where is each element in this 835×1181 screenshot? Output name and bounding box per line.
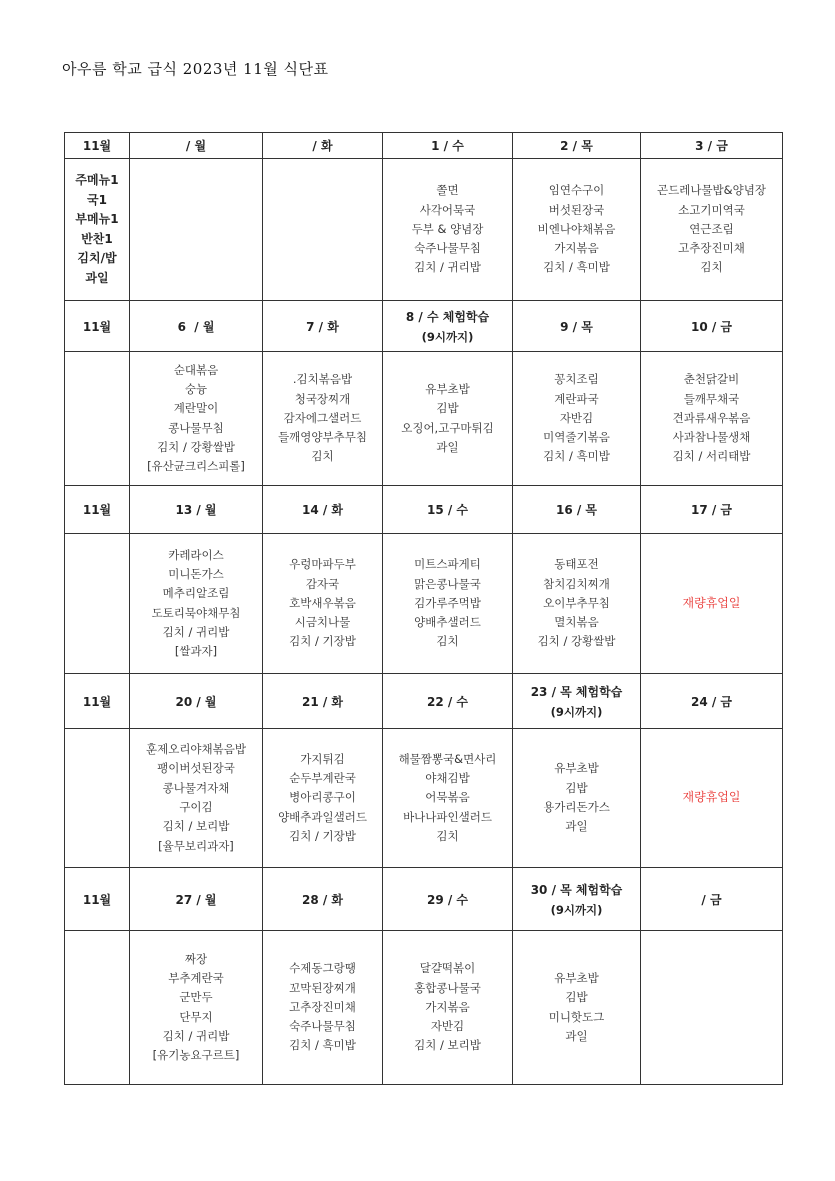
menu-item: 사과참나물생채 <box>672 430 751 445</box>
menu-item: 호박새우볶음 <box>289 595 356 610</box>
day-menu-cell <box>641 931 783 1085</box>
menu-item: [유산균크리스피롤] <box>147 459 245 474</box>
week-menu-row <box>65 729 783 868</box>
day-menu-cell <box>383 352 513 486</box>
menu-item: 김치 / 흑미밥 <box>289 1038 356 1053</box>
day-menu-cell <box>130 159 263 301</box>
row-labels-cell <box>65 931 130 1085</box>
day-header <box>263 868 383 931</box>
menu-item: 미니핫도그 <box>548 1009 605 1024</box>
menu-item: 부추계란국 <box>168 970 224 985</box>
menu-item: 가지볶음 <box>425 999 470 1014</box>
day-menu-cell <box>513 352 641 486</box>
menu-item: 김치 / 흑미밥 <box>543 449 610 464</box>
menu-item: 야채김밥 <box>425 771 470 786</box>
day-menu-cell <box>130 931 263 1085</box>
menu-item: 김치 / 귀리밥 <box>162 624 230 639</box>
month-label: 11월 <box>65 868 130 931</box>
row-labels-cell <box>65 729 130 868</box>
menu-item: 과일 <box>565 1028 588 1043</box>
menu-item: 유부초밥 <box>425 381 470 396</box>
menu-item: 오징어,고구마튀김 <box>401 420 494 435</box>
menu-item: 김치 <box>436 828 459 843</box>
menu-item: 계란파국 <box>554 391 599 406</box>
day-date-label: 20 / 월 <box>175 694 217 709</box>
day-header <box>383 486 513 534</box>
menu-item: 김치 <box>700 260 723 275</box>
menu-item: 들깨영양부추무침 <box>278 430 367 445</box>
menu-item: 숙주나물무침 <box>414 241 481 256</box>
menu-item: 김치 / 강황쌀밥 <box>157 439 235 454</box>
menu-item: 두부 & 양념장 <box>411 221 484 236</box>
day-header <box>383 133 513 159</box>
day-date-label: 17 / 금 <box>690 503 733 517</box>
day-header <box>383 301 513 352</box>
menu-item: 동태포전 <box>554 557 599 572</box>
day-header <box>263 486 383 534</box>
menu-item: .김치볶음밥 <box>292 372 353 387</box>
day-menu-cell <box>383 729 513 868</box>
row-label: 국1 <box>87 192 107 207</box>
menu-item: 해물짬뽕국&면사리 <box>398 751 497 766</box>
day-header <box>130 301 263 352</box>
day-header <box>641 868 783 931</box>
day-header <box>383 868 513 931</box>
day-header <box>263 674 383 729</box>
menu-item: 메추리알조림 <box>162 586 230 601</box>
menu-item: 김치 / 강황쌀밥 <box>537 634 616 649</box>
menu-item: 오이부추무침 <box>543 595 610 610</box>
day-menu-cell <box>383 931 513 1085</box>
month-label: 11월 <box>65 133 130 159</box>
day-date-label: 27 / 월 <box>175 892 217 907</box>
menu-item: 김치 / 보리밥 <box>414 1038 481 1053</box>
day-header <box>130 486 263 534</box>
menu-item: 훈제오리야채볶음밥 <box>146 742 246 757</box>
week-header-row <box>65 133 783 159</box>
day-menu-cell <box>641 729 783 868</box>
menu-item: 김치 / 귀리밥 <box>414 260 481 275</box>
menu-item: 구이김 <box>179 800 213 814</box>
menu-item: 김치 / 기장밥 <box>289 634 356 649</box>
day-menu-cell <box>513 931 641 1085</box>
day-date-label: / 화 <box>312 139 333 153</box>
menu-item: 양배추과일샐러드 <box>278 809 367 824</box>
menu-item: 팽이버섯된장국 <box>157 761 235 776</box>
day-date-label: 28 / 화 <box>301 892 344 907</box>
menu-item: 바나나파인샐러드 <box>403 809 492 824</box>
menu-item: 과일 <box>436 439 459 454</box>
day-menu-cell <box>641 534 783 674</box>
day-date-label: 22 / 수 <box>426 694 469 709</box>
row-labels-cell <box>65 534 130 674</box>
menu-item: 우렁마파두부 <box>289 557 356 572</box>
day-date-label: 3 / 금 <box>695 139 728 153</box>
menu-item: 소고기미역국 <box>678 202 745 217</box>
day-date-label: 29 / 수 <box>426 892 469 907</box>
menu-item: 홍합콩나물국 <box>414 980 481 995</box>
day-date-label: 21 / 화 <box>301 694 344 709</box>
menu-item: 김치 <box>436 634 459 649</box>
menu-item: 김밥 <box>565 780 588 795</box>
row-label: 주메뉴1 <box>75 173 119 187</box>
menu-item: 감자국 <box>305 576 340 591</box>
menu-item: [쌀과자] <box>174 644 218 659</box>
day-menu-cell <box>263 159 383 301</box>
menu-item: [유기농요구르트] <box>152 1048 240 1063</box>
menu-item: 김밥 <box>436 401 459 416</box>
day-header <box>263 133 383 159</box>
day-header <box>641 301 783 352</box>
menu-item: 가지볶음 <box>554 241 599 256</box>
menu-item: 춘천닭갈비 <box>683 372 740 387</box>
day-header <box>130 868 263 931</box>
menu-item: 들깨무채국 <box>683 391 740 406</box>
menu-item: 견과류새우볶음 <box>672 410 751 425</box>
menu-item: 멸치볶음 <box>554 615 599 630</box>
day-date-label: 14 / 화 <box>301 503 344 517</box>
menu-item: 임연수구이 <box>548 183 605 198</box>
holiday-label: 재량휴업일 <box>682 595 741 610</box>
day-header <box>641 486 783 534</box>
menu-item: 콩나물겨자채 <box>162 780 230 795</box>
menu-item: [율무보리과자] <box>158 838 234 853</box>
row-labels-cell <box>65 352 130 486</box>
menu-item: 순대볶음 <box>173 362 219 377</box>
menu-item: 감자에그샐러드 <box>283 410 362 425</box>
row-label: 과일 <box>85 270 109 285</box>
day-date-label: 8 / 수 체험학습 <box>405 309 490 324</box>
menu-item: 카레라이스 <box>168 547 224 562</box>
menu-item: 도토리묵야채무침 <box>151 605 241 620</box>
day-date-label: 16 / 목 <box>555 503 598 517</box>
day-menu-cell <box>130 729 263 868</box>
day-date-label: 24 / 금 <box>690 694 733 709</box>
menu-item: 계란말이 <box>173 401 219 416</box>
menu-item: 연근조림 <box>689 221 734 236</box>
day-menu-cell <box>513 534 641 674</box>
menu-item: 김가루주먹밥 <box>414 595 481 610</box>
row-label: 김치/밥 <box>77 251 117 265</box>
day-date-label: 10 / 금 <box>690 319 733 334</box>
month-label: 11월 <box>65 674 130 729</box>
menu-item: 꼬막된장찌개 <box>289 980 356 995</box>
menu-item: 사각어묵국 <box>419 202 476 217</box>
menu-item: 김치 <box>311 449 334 464</box>
menu-item: 김치 / 흑미밥 <box>543 260 610 275</box>
day-menu-cell <box>383 159 513 301</box>
menu-item: 과일 <box>565 819 588 834</box>
menu-item: 버섯된장국 <box>548 202 605 217</box>
menu-item: 김치 / 보리밥 <box>162 819 230 834</box>
menu-item: 참치김치찌개 <box>543 576 610 591</box>
menu-item: 가지튀김 <box>300 751 345 766</box>
day-header <box>383 674 513 729</box>
day-header <box>513 674 641 729</box>
menu-item: 자반김 <box>559 410 594 425</box>
menu-item: 병아리콩구이 <box>289 790 356 805</box>
day-date-label: 15 / 수 <box>426 503 469 517</box>
day-note: (9시까지) <box>550 902 603 917</box>
menu-item: 어묵볶음 <box>425 790 470 805</box>
menu-item: 미니돈가스 <box>168 566 224 581</box>
day-menu-cell <box>130 534 263 674</box>
menu-item: 짜장 <box>184 951 208 966</box>
day-date-label: 30 / 목 체험학습 <box>530 882 623 897</box>
day-menu-cell <box>513 159 641 301</box>
holiday-label: 재량휴업일 <box>682 790 741 805</box>
day-date-label: / 금 <box>701 892 722 907</box>
day-menu-cell <box>383 534 513 674</box>
menu-item: 양배추샐러드 <box>414 615 481 630</box>
menu-item: 고추장진미채 <box>678 241 745 256</box>
week-header-row <box>65 674 783 729</box>
week-menu-row <box>65 159 783 301</box>
day-menu-cell <box>641 352 783 486</box>
row-label: 반찬1 <box>81 231 113 246</box>
day-menu-cell <box>130 352 263 486</box>
menu-item: 수제동그랑땡 <box>289 961 356 976</box>
menu-item: 미역줄기볶음 <box>543 430 610 445</box>
day-menu-cell <box>263 534 383 674</box>
day-header <box>513 133 641 159</box>
menu-item: 유부초밥 <box>554 970 599 985</box>
menu-item: 김치 / 기장밥 <box>289 828 356 843</box>
menu-item: 유부초밥 <box>554 761 599 776</box>
menu-item: 순두부계란국 <box>289 771 356 786</box>
week-menu-row <box>65 931 783 1085</box>
week-header-row <box>65 486 783 534</box>
month-label: 11월 <box>65 301 130 352</box>
day-header <box>130 674 263 729</box>
day-header <box>513 868 641 931</box>
day-note: (9시까지) <box>550 704 603 719</box>
menu-item: 시금치나물 <box>294 615 351 630</box>
menu-item: 콩나물무침 <box>168 420 224 435</box>
day-date-label: 13 / 월 <box>175 503 217 517</box>
row-labels-cell <box>65 159 130 301</box>
menu-item: 자반김 <box>430 1019 465 1034</box>
menu-item: 숭늉 <box>184 381 208 396</box>
day-header <box>641 674 783 729</box>
menu-item: 맑은콩나물국 <box>414 576 481 591</box>
day-date-label: 23 / 목 체험학습 <box>530 684 623 699</box>
day-menu-cell <box>641 159 783 301</box>
menu-item: 김치 / 서리태밥 <box>672 449 751 464</box>
week-header-row <box>65 301 783 352</box>
menu-item: 김밥 <box>565 990 588 1005</box>
day-header <box>513 486 641 534</box>
menu-item: 비엔나야채볶음 <box>537 221 616 236</box>
day-header <box>641 133 783 159</box>
page-title: 아우름 학교 급식 2023년 11월 식단표 <box>62 60 329 78</box>
day-menu-cell <box>513 729 641 868</box>
day-menu-cell <box>263 352 383 486</box>
meal-calendar-table <box>64 132 783 1085</box>
day-date-label: 9 / 목 <box>560 319 593 334</box>
menu-item: 고추장진미채 <box>289 999 356 1014</box>
menu-item: 단무지 <box>179 1009 213 1024</box>
menu-item: 미트스파게티 <box>414 557 481 572</box>
day-header <box>513 301 641 352</box>
week-menu-row <box>65 352 783 486</box>
day-note: (9시까지) <box>421 329 474 344</box>
day-date-label: 1 / 수 <box>431 139 464 153</box>
menu-item: 용가리돈가스 <box>543 800 610 814</box>
menu-item: 김치 / 귀리밥 <box>162 1028 230 1043</box>
day-menu-cell <box>263 931 383 1085</box>
menu-item: 꽁치조림 <box>554 372 599 387</box>
day-date-label: 7 / 화 <box>306 319 339 334</box>
menu-item: 쫄면 <box>436 183 459 198</box>
menu-item: 숙주나물무침 <box>289 1019 356 1034</box>
menu-item: 달걀떡볶이 <box>419 961 476 976</box>
week-menu-row <box>65 534 783 674</box>
week-header-row <box>65 868 783 931</box>
day-header <box>130 133 263 159</box>
menu-item: 청국장찌개 <box>294 391 351 406</box>
menu-item: 군만두 <box>179 990 213 1005</box>
day-date-label: 6 / 월 <box>177 319 215 334</box>
row-label: 부메뉴1 <box>75 212 119 226</box>
month-label: 11월 <box>65 486 130 534</box>
menu-item: 곤드레나물밥&양념장 <box>657 183 766 198</box>
day-header <box>263 301 383 352</box>
day-date-label: 2 / 목 <box>560 139 593 153</box>
day-menu-cell <box>263 729 383 868</box>
day-date-label: / 월 <box>185 139 207 153</box>
